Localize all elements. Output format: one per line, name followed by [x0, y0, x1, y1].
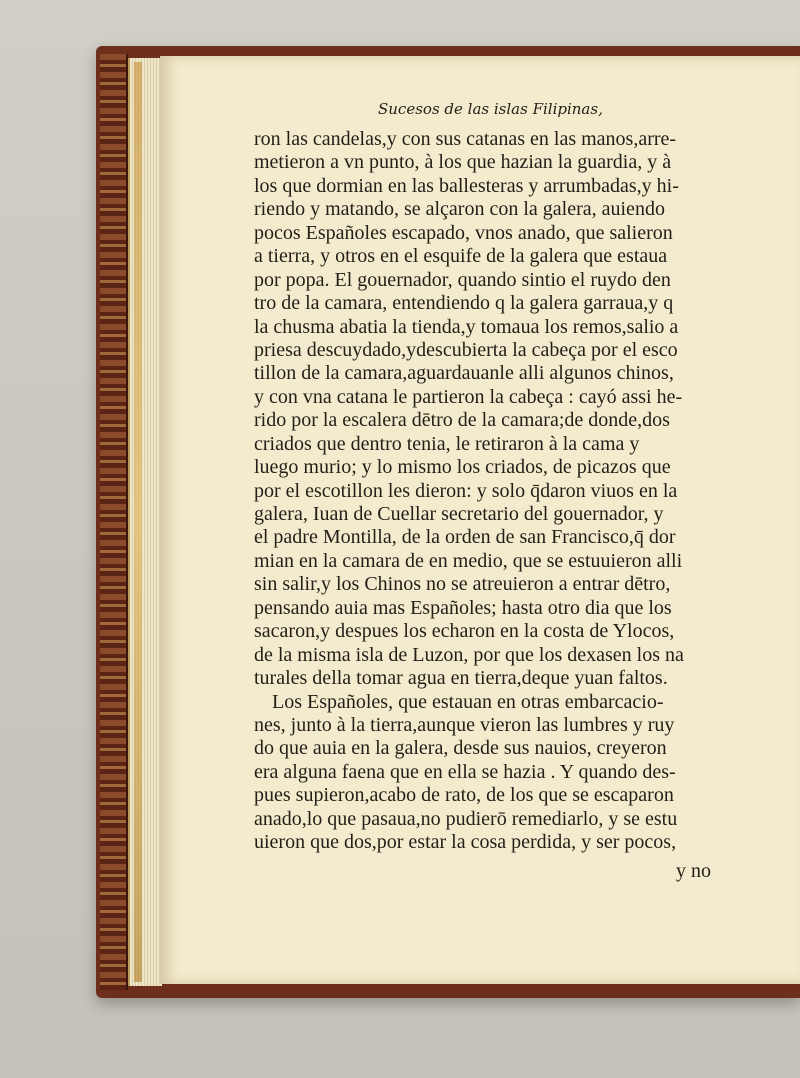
text-line: por el escotillon les dieron: y solo q̄daron viuos en la	[254, 479, 678, 502]
gilt-edge	[134, 62, 142, 982]
text-line: tillon de la camara,aguardauanle alli algunos chinos,	[254, 362, 674, 385]
catchword: y no	[676, 860, 711, 882]
text-line: do que auia en la galera, desde sus nauios, creyeron	[254, 737, 667, 760]
text-line: a tierra, y otros en el esquife de la galera que estaua	[254, 245, 668, 268]
text-line: ron las candelas,y con sus catanas en las manos,arre-	[254, 128, 677, 150]
running-head: Sucesos de las islas Filipinas,	[378, 100, 603, 118]
text-line: mian en la camara de en medio, que se estuuieron alli	[254, 549, 683, 572]
text-line: rido por la escalera dētro de la camara;de donde,dos	[254, 409, 670, 432]
text-line: sacaron,y despues los echaron en la costa de Ylocos,	[254, 620, 675, 643]
text-line: riendo y matando, se alçaron con la galera, auiendo	[254, 198, 665, 221]
text-line: de la misma isla de Luzon, por que los dexasen los na	[254, 643, 684, 666]
cover-tooling	[100, 54, 128, 990]
text-line: anado,lo que pasaua,no pudierō remediarlo, y se estu	[254, 807, 678, 830]
text-line: metieron a vn punto, à los que hazian la guardia, y à	[254, 151, 672, 174]
text-line: galera, Iuan de Cuellar secretario del gouernador, y	[254, 503, 664, 525]
text-line: pocos Españoles escapado, vnos anado, que salieron	[254, 221, 673, 244]
text-line: pensando auia mas Españoles; hasta otro dia que los	[254, 596, 672, 619]
text-line: turales della tomar agua en tierra,deque yuan faltos.	[254, 667, 668, 690]
text-line: y con vna catana le partieron la cabeça : cayó assi he-	[254, 385, 683, 408]
body-text	[254, 128, 798, 855]
text-line: el padre Montilla, de la orden de san Francisco,q̄ dor	[254, 526, 676, 549]
text-line: la chusma abatia la tienda,y tomaua los remos,salio a	[254, 315, 679, 338]
text-line: criados que dentro tenia, le retiraron à la cama y	[254, 432, 640, 455]
text-line: uieron que dos,por estar la cosa perdida, y ser pocos,	[254, 831, 677, 854]
text-line: Los Españoles, que estauan en otras embarcacio-	[272, 690, 664, 713]
text-line: sin salir,y los Chinos no se atreuieron a entrar dētro,	[254, 573, 671, 596]
text-line: nes, junto à la tierra,aunque vieron las lumbres y ruy	[254, 713, 675, 736]
text-line: era alguna faena que en ella se hazia . Y quando des-	[254, 760, 676, 783]
text-line: luego murio; y lo mismo los criados, de picazos que	[254, 456, 671, 479]
text-line: tro de la camara, entendiendo q la galera garraua,y q	[254, 292, 674, 315]
text-line: por popa. El gouernador, quando sintio el ruydo den	[254, 268, 671, 291]
text-line: los que dormian en las ballesteras y arrumbadas,y hi-	[254, 174, 679, 197]
text-line: pues supieron,acabo de rato, de los que se escaparon	[254, 784, 674, 807]
text-line: priesa descuydado,ydescubierta la cabeça por el esco	[254, 338, 678, 361]
